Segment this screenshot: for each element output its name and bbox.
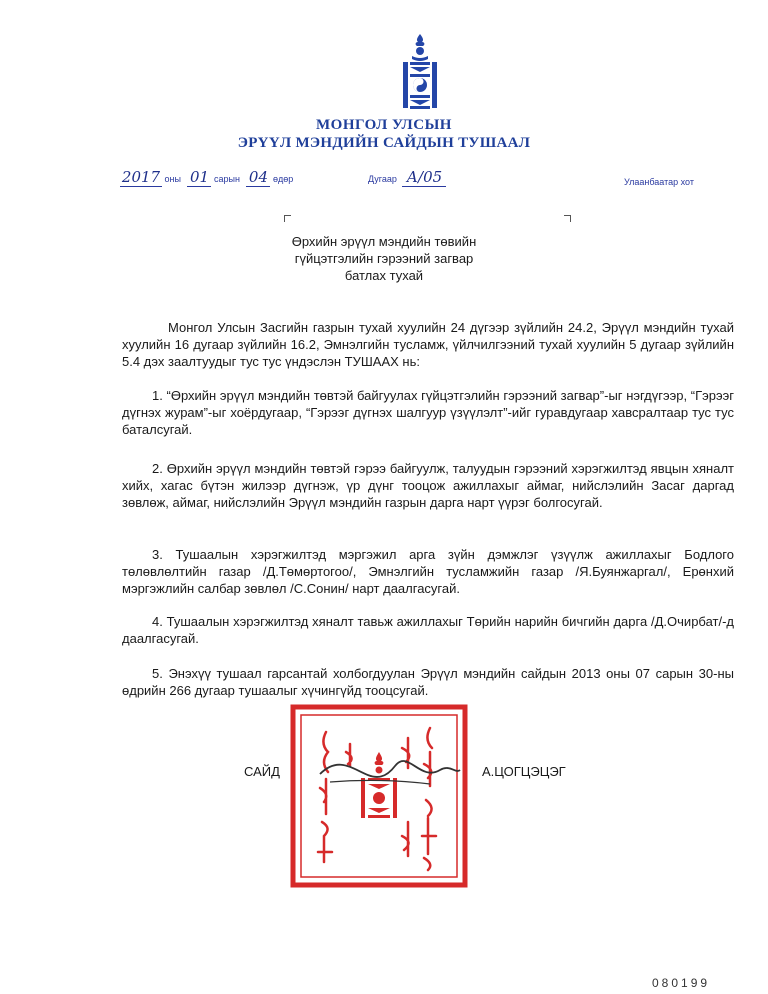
title-bracket-right xyxy=(564,215,571,222)
order-item-1: 1. “Өрхийн эрүүл мэндийн төвтэй байгуулах гүйцэтгэлийн гэрээний загвар”-ыг нэгдүгээр, “Гэрээг дүгнэх журам”-ыг хоёрдугаар, “Гэрээг дүгнэх шалгуур үзүүлэлт”-ийг гуравдугаар хавсралтаар тус тус баталсугай. xyxy=(122,388,734,437)
order-item-2: 2. Өрхийн эрүүл мэндийн төвтэй гэрээ байгуулж, талуудын гэрээний хэрэгжилтэд явцын хяналт хийх, хагас бүтэн жилээр дүгнэж, үр дүнг тооцож ажиллахыг аймаг, нийслэлийн Засаг даргад зөвлөж, аймаг, нийслэлийн Эрүүл мэндийн газрын дарга нарт үүрэг болгосугай. xyxy=(122,461,734,510)
date-day: 04 xyxy=(246,168,270,187)
date-line xyxy=(120,168,293,187)
soyombo-emblem-icon xyxy=(400,32,440,114)
order-item-3: 3. Тушаалын хэрэгжилтэд мэргэжил арга зүйн дэмжлэг үзүүлж ажиллахыг Бодлого төлөвлөлтийн газар /Д.Төмөртогоо/, Эмнэлгийн тусламжийн газар /Я.Буянжаргал/, Ерөнхий мэргэжлийн салбар зөвлөл /С.Сонин/ нарт даалгасугай. xyxy=(122,547,734,596)
order-number xyxy=(368,168,446,187)
title-line-1: Өрхийн эрүүл мэндийн төвийн xyxy=(291,234,477,249)
date-day-suffix: өдөр xyxy=(272,174,294,184)
preamble-paragraph: Монгол Улсын Засгийн газрын тухай хуулийн 24 дүгээр зүйлийн 24.2, Эрүүл мэндийн тухай хуулийн 16 дугаар зүйлийн 16.2, Эмнэлгийн тусламж, үйлчилгээний тухай хуулийн 5 дугаар зүйлийн 5.4 дэх заалтуудыг тус тус үндэслэн ТУШААХ нь: xyxy=(122,320,734,369)
order-item-5: 5. Энэхүү тушаал гарсантай холбогдуулан Эрүүл мэндийн сайдын 2013 оны 07 сарын 30-ны өдрийн 266 дугаар тушаалыг хүчингүйд тооцсугай. xyxy=(122,666,734,698)
signatory-title: САЙД xyxy=(244,764,280,779)
title-line-2: гүйцэтгэлийн гэрээний загвар xyxy=(294,251,474,266)
official-seal-stamp xyxy=(290,704,468,888)
date-month-suffix: сарын xyxy=(214,174,240,184)
document-serial-number: 080199 xyxy=(652,976,711,990)
title-line-3: батлах тухай xyxy=(344,268,424,283)
title-bracket-left xyxy=(284,215,291,222)
order-number-value: А/05 xyxy=(402,168,446,187)
order-number-label: Дугаар xyxy=(368,174,397,184)
date-year-suffix: оны xyxy=(164,174,181,184)
signatory-name: А.ЦОГЦЭЦЭГ xyxy=(482,764,566,779)
org-name-line2: ЭРҮҮЛ МЭНДИЙН САЙДЫН ТУШААЛ xyxy=(237,135,531,151)
date-year: 2017 xyxy=(121,168,161,186)
city-name: Улаанбаатар хот xyxy=(624,177,694,187)
order-item-4: 4. Тушаалын хэрэгжилтэд хяналт тавьж ажиллахыг Төрийн нарийн бичгийн дарга /Д.Очирбат/-д даалгасугай. xyxy=(122,614,734,646)
org-name-line1: МОНГОЛ УЛСЫН xyxy=(316,117,452,133)
date-month: 01 xyxy=(187,168,211,187)
